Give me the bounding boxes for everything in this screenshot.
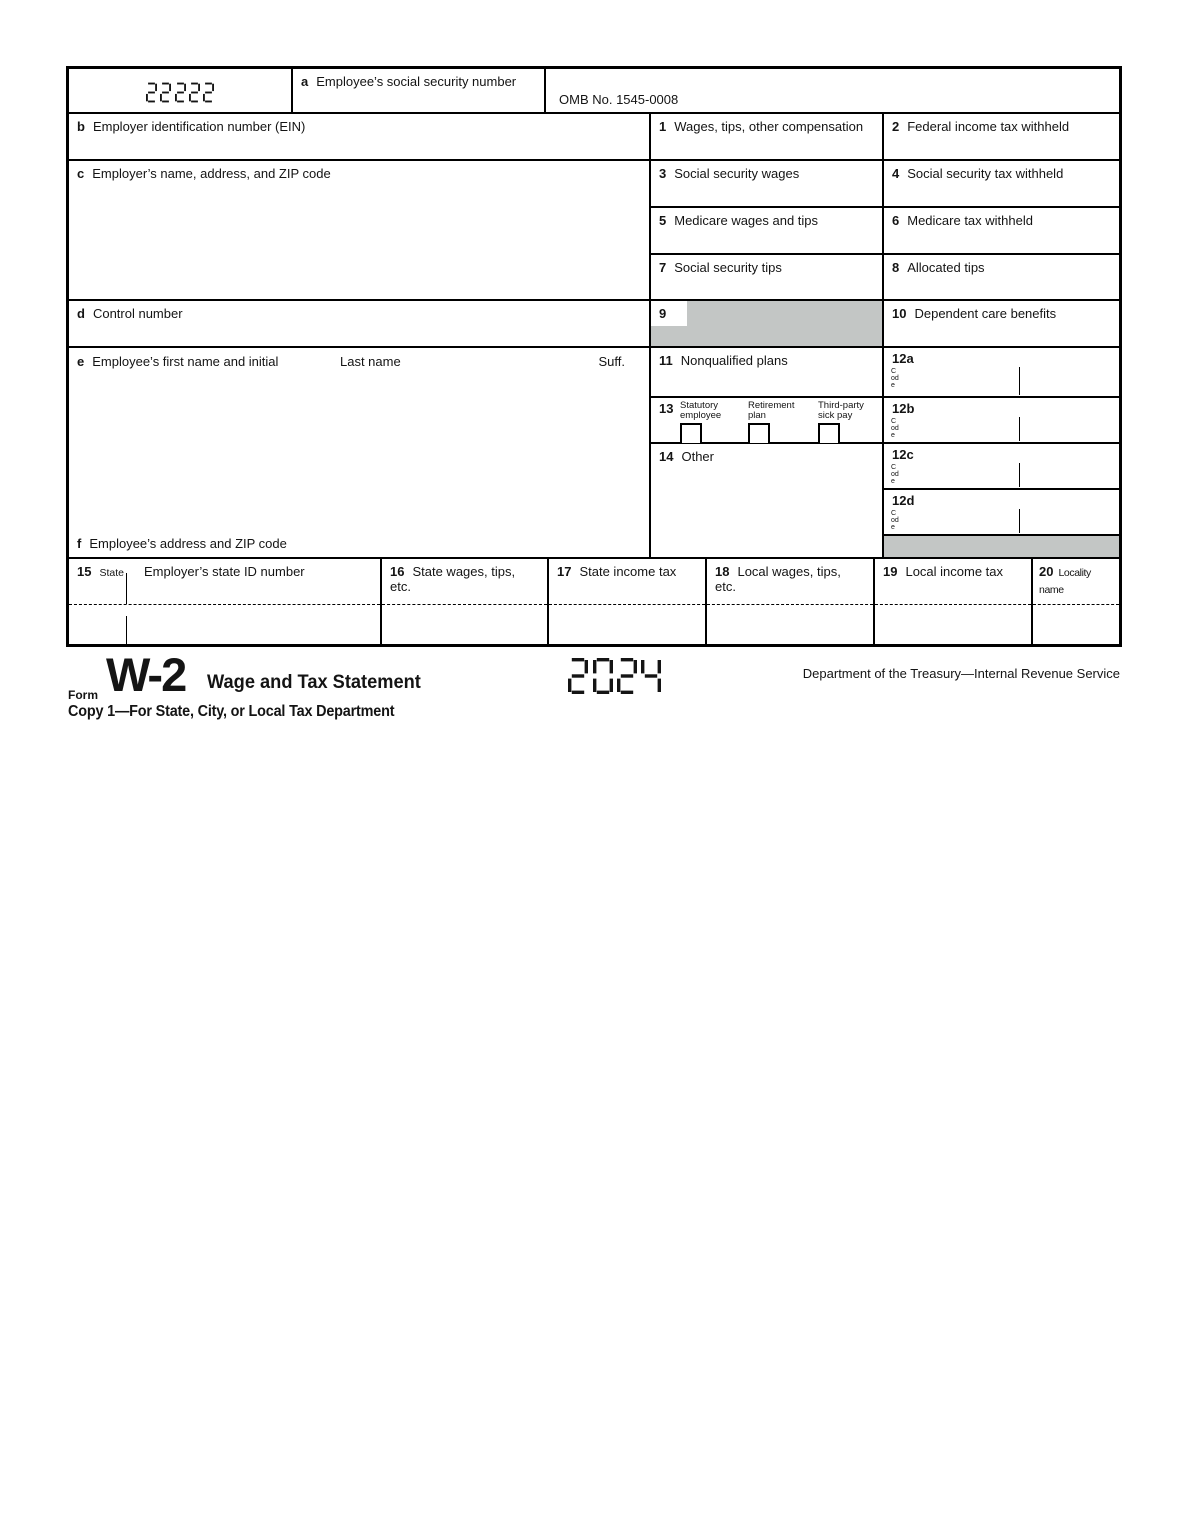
box-12b-code-label: Code	[891, 418, 899, 439]
box-6	[883, 207, 1120, 254]
statutory-employee-checkbox[interactable]	[680, 423, 702, 445]
box-2	[883, 113, 1120, 160]
statutory-employee-label: Statutory employee	[680, 400, 722, 421]
box-12a-number: 12a	[892, 351, 914, 366]
box-f-label: Employee’s address and ZIP code	[89, 536, 287, 551]
box-16	[381, 558, 548, 645]
tax-year	[566, 657, 664, 695]
box-6-number: 6	[892, 213, 900, 228]
box-17-label: State income tax	[579, 564, 677, 579]
box-a-label: Employee’s social security number	[316, 74, 517, 89]
box-b	[68, 113, 650, 160]
box-c-label: Employer’s name, address, and ZIP code	[92, 166, 331, 181]
box-4	[883, 160, 1120, 207]
box-16-number: 16	[390, 564, 405, 579]
box-14-number: 14	[659, 449, 674, 464]
state-row-dashed-divider	[382, 604, 547, 605]
box-d-id: d	[77, 306, 85, 321]
box-5-label: Medicare wages and tips	[674, 213, 819, 228]
box-12c	[883, 443, 1120, 489]
copy-designation: Copy 1—For State, City, or Local Tax Department	[68, 703, 395, 720]
state-row-dashed-divider	[549, 604, 705, 605]
third-party-sick-pay-label: Third-party sick pay	[818, 400, 864, 421]
box-12d-code-label: Code	[891, 510, 899, 531]
box-12c-code-label: Code	[891, 464, 899, 485]
box-e-header	[69, 349, 286, 374]
box-18-label: Local wages, tips, etc.	[715, 564, 841, 594]
box-f-id: f	[77, 536, 82, 551]
box-e-suffix-label: Suff.	[598, 354, 625, 369]
third-party-sick-pay-checkbox[interactable]	[818, 423, 840, 445]
state-column-divider-top	[126, 573, 127, 604]
box-9-shaded	[650, 300, 883, 347]
box-12d-entry-divider	[1019, 509, 1020, 533]
box-18	[706, 558, 874, 645]
state-row-dashed-divider	[707, 604, 873, 605]
box-8-label: Allocated tips	[907, 260, 985, 275]
box-12b-entry-divider	[1019, 417, 1020, 441]
third-party-sick-pay-option	[818, 401, 876, 445]
box-12a	[883, 347, 1120, 397]
box-6-label: Medicare tax withheld	[907, 213, 1033, 228]
box-7-number: 7	[659, 260, 667, 275]
box-17	[548, 558, 706, 645]
box-12c-number: 12c	[892, 447, 914, 462]
box-12a-code-label: Code	[891, 368, 899, 389]
box-a	[292, 68, 545, 113]
omb-box	[545, 68, 1120, 113]
box-12c-entry-divider	[1019, 463, 1020, 487]
form-number-title: W-2	[106, 648, 186, 701]
box-18-number: 18	[715, 564, 730, 579]
box-15-label: Employer’s state ID number	[144, 564, 305, 579]
box-15-number: 15	[77, 564, 92, 579]
state-row-dashed-divider	[69, 604, 380, 605]
box-9-number: 9	[659, 306, 667, 321]
box-7	[650, 254, 883, 300]
state-row-dashed-divider	[875, 604, 1031, 605]
shaded-band	[883, 535, 1120, 558]
form-title: Wage and Tax Statement	[207, 672, 421, 693]
state-row-dashed-divider	[1033, 604, 1119, 605]
box-12b	[883, 397, 1120, 443]
statutory-employee-option	[680, 401, 738, 445]
box-10-label: Dependent care benefits	[914, 306, 1057, 321]
box-4-number: 4	[892, 166, 900, 181]
box-3-label: Social security wages	[674, 166, 800, 181]
box-15	[68, 558, 381, 645]
box-9-number-chip	[651, 301, 687, 326]
box-19-number: 19	[883, 564, 898, 579]
box-8	[883, 254, 1120, 300]
box-20	[1032, 558, 1120, 645]
form-word: Form	[68, 688, 98, 702]
box-1	[650, 113, 883, 160]
box-11	[650, 347, 883, 397]
retirement-plan-checkbox[interactable]	[748, 423, 770, 445]
box-a-id: a	[301, 74, 309, 89]
box-13	[650, 397, 883, 443]
box-7-label: Social security tips	[674, 260, 782, 275]
box-11-label: Nonqualified plans	[680, 353, 788, 368]
box-15-state-label: State	[99, 567, 124, 579]
box-14-label: Other	[681, 449, 714, 464]
box-d-label: Control number	[92, 306, 183, 321]
box-12d-number: 12d	[892, 493, 915, 508]
box-12b-number: 12b	[892, 401, 915, 416]
box-e-id: e	[77, 354, 85, 369]
w2-form-grid	[66, 66, 1122, 647]
box-20-label: Locality name	[1039, 567, 1091, 596]
box-b-id: b	[77, 119, 85, 134]
box-f-header	[69, 531, 295, 556]
box-12a-entry-divider	[1019, 367, 1020, 395]
state-column-divider-bottom	[126, 616, 127, 645]
box-3	[650, 160, 883, 207]
box-5-number: 5	[659, 213, 667, 228]
box-16-label: State wages, tips, etc.	[390, 564, 516, 594]
box-d	[68, 300, 650, 347]
box-19	[874, 558, 1032, 645]
box-b-label: Employer identification number (EIN)	[92, 119, 306, 134]
box-1-number: 1	[659, 119, 667, 134]
box-8-number: 8	[892, 260, 900, 275]
box-e-last-name-label: Last name	[340, 354, 401, 369]
box-5	[650, 207, 883, 254]
box-c	[68, 160, 650, 300]
retirement-plan-option	[748, 401, 806, 445]
box-c-id: c	[77, 166, 85, 181]
box-e-label: Employee’s first name and initial	[92, 354, 279, 369]
box-11-number: 11	[659, 353, 673, 368]
box-12d	[883, 489, 1120, 535]
box-19-label: Local income tax	[905, 564, 1004, 579]
box-3-number: 3	[659, 166, 667, 181]
box-13-number: 13	[659, 401, 674, 416]
form-control-code-box	[68, 68, 292, 113]
box-2-label: Federal income tax withheld	[907, 119, 1070, 134]
box-e-f	[68, 347, 650, 558]
box-1-label: Wages, tips, other compensation	[674, 119, 864, 134]
box-4-label: Social security tax withheld	[907, 166, 1064, 181]
box-2-number: 2	[892, 119, 900, 134]
treasury-department-line: Department of the Treasury—Internal Revenue Service	[802, 666, 1120, 681]
form-control-code	[145, 82, 216, 103]
box-10-number: 10	[892, 306, 907, 321]
box-17-number: 17	[557, 564, 572, 579]
box-14	[650, 443, 883, 558]
box-20-number: 20	[1039, 564, 1054, 579]
box-10	[883, 300, 1120, 347]
retirement-plan-label: Retirement plan	[748, 400, 795, 421]
omb-number: OMB No. 1545-0008	[559, 92, 679, 107]
